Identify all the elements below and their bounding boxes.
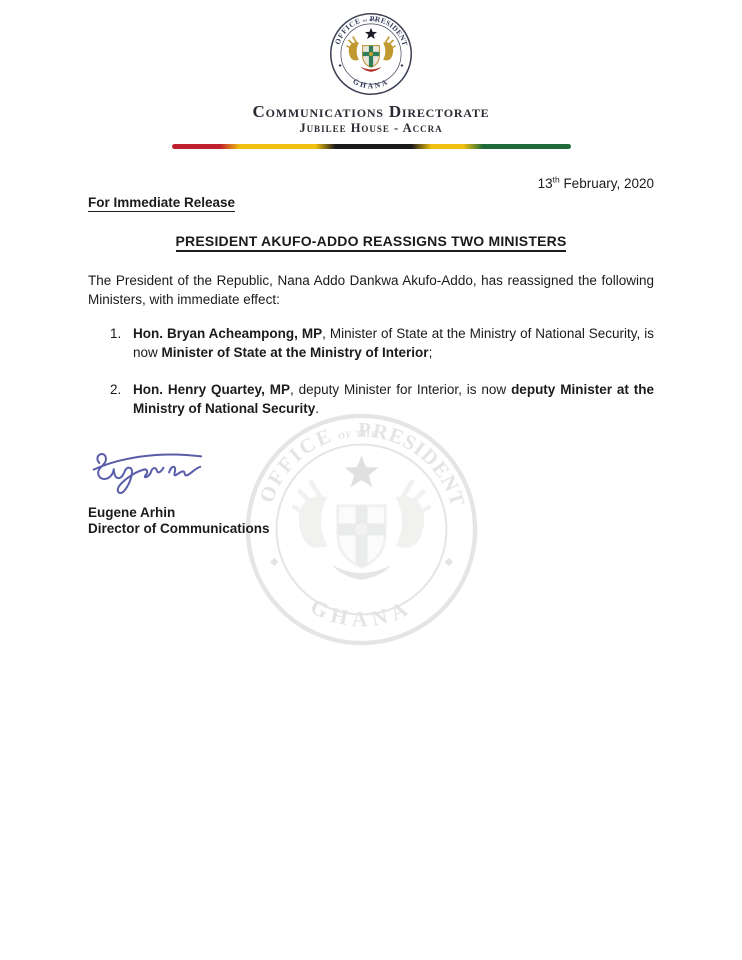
item-punct: . — [315, 401, 320, 416]
minister-new-role: Minister of State at the Ministry of Interior — [161, 345, 429, 360]
intro-paragraph: The President of the Republic, Nana Addo Dankwa Akufo-Addo, has reassigned the following Ministers, with immediate effect: — [88, 273, 654, 307]
signatory-name: Eugene Arhin — [88, 505, 176, 520]
minister-new-role: deputy Minister at the Ministry of National Security — [133, 382, 655, 416]
item-number: 1. — [110, 326, 122, 341]
minister-name: Hon. Henry Quartey, MP — [133, 382, 290, 397]
directorate-address: Jubilee House - Accra — [299, 121, 443, 135]
signature-block — [88, 444, 742, 537]
handwritten-signature — [88, 444, 220, 499]
list-item — [110, 324, 654, 362]
signatory-title: Director of Communications — [88, 521, 270, 536]
date-day: 13 — [537, 176, 553, 191]
item-middle: , deputy Minister for Interior, is now — [289, 382, 512, 397]
date-ordinal: th — [552, 174, 560, 185]
presidential-seal — [329, 12, 413, 96]
item-punct: ; — [428, 345, 433, 360]
item-middle: , Minister of State at the Ministry of National Security, is now — [133, 326, 654, 360]
item-number: 2. — [110, 382, 122, 397]
directorate-title: Communications Directorate — [252, 102, 490, 121]
ministers-list — [110, 324, 654, 418]
headline: PRESIDENT AKUFO-ADDO REASSIGNS TWO MINISTERS — [176, 233, 567, 252]
letterhead — [0, 0, 742, 149]
release-label-text: For Immediate Release — [88, 195, 236, 210]
dateline — [88, 175, 654, 192]
release-label — [88, 195, 654, 212]
date-rest: February, 2020 — [559, 176, 654, 191]
list-item — [110, 380, 654, 418]
ghana-flag-bar — [172, 144, 571, 149]
minister-name: Hon. Bryan Acheampong, MP — [133, 326, 323, 341]
